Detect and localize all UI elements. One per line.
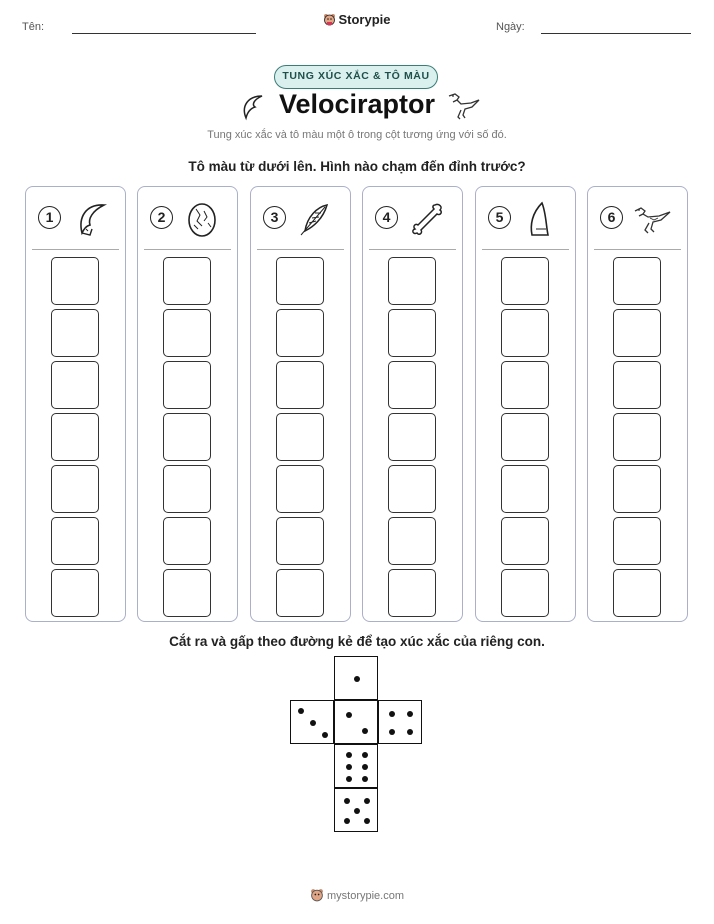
- date-label: Ngày:: [496, 21, 525, 33]
- color-box[interactable]: [51, 465, 99, 513]
- color-box[interactable]: [276, 517, 324, 565]
- dice-column-2: [137, 186, 238, 622]
- color-box[interactable]: [501, 361, 549, 409]
- storypie-footer-icon: [310, 888, 324, 902]
- color-box[interactable]: [51, 413, 99, 461]
- color-box[interactable]: [388, 309, 436, 357]
- column-number: 2: [150, 206, 173, 229]
- color-box[interactable]: [388, 465, 436, 513]
- color-box[interactable]: [613, 569, 661, 617]
- die-face-5: [334, 788, 378, 832]
- color-box[interactable]: [501, 465, 549, 513]
- egg-icon: [182, 199, 222, 239]
- column-number: 6: [600, 206, 623, 229]
- game-instruction: Tô màu từ dưới lên. Hình nào chạm đến đỉnh trước?: [188, 159, 526, 174]
- color-box[interactable]: [163, 569, 211, 617]
- dice-column-4: [362, 186, 463, 622]
- claw-icon: [70, 199, 110, 239]
- brand-logo: [0, 12, 714, 27]
- column-number: 5: [488, 206, 511, 229]
- dice-column-6: [587, 186, 688, 622]
- color-box[interactable]: [51, 309, 99, 357]
- color-box[interactable]: [163, 309, 211, 357]
- color-box[interactable]: [276, 569, 324, 617]
- die-face-4: [378, 700, 422, 744]
- dice-column-3: [250, 186, 351, 622]
- color-box[interactable]: [613, 309, 661, 357]
- column-divider: [144, 249, 231, 250]
- column-divider: [594, 249, 681, 250]
- color-box[interactable]: [501, 413, 549, 461]
- color-box[interactable]: [613, 413, 661, 461]
- column-number: 4: [375, 206, 398, 229]
- color-box[interactable]: [501, 309, 549, 357]
- color-box[interactable]: [51, 517, 99, 565]
- column-divider: [369, 249, 456, 250]
- storypie-bear-icon: [323, 13, 336, 26]
- color-box[interactable]: [613, 361, 661, 409]
- die-face-1: [334, 656, 378, 700]
- velociraptor-icon: [632, 199, 672, 239]
- column-divider: [32, 249, 119, 250]
- color-box[interactable]: [276, 257, 324, 305]
- dice-column-5: [475, 186, 576, 622]
- bone-icon: [407, 199, 447, 239]
- color-box[interactable]: [163, 413, 211, 461]
- color-box[interactable]: [51, 257, 99, 305]
- name-label: Tên:: [22, 21, 45, 33]
- die-net: [290, 656, 426, 836]
- color-box[interactable]: [51, 569, 99, 617]
- color-box[interactable]: [501, 569, 549, 617]
- feather-icon: [295, 199, 335, 239]
- die-face-6: [334, 744, 378, 788]
- color-box[interactable]: [163, 465, 211, 513]
- color-box[interactable]: [388, 257, 436, 305]
- color-box[interactable]: [501, 517, 549, 565]
- color-box[interactable]: [613, 465, 661, 513]
- velociraptor-icon-right: [445, 90, 481, 122]
- date-line[interactable]: [541, 33, 691, 34]
- brand-name: Storypie: [338, 12, 391, 27]
- name-line[interactable]: [72, 33, 256, 34]
- tooth-icon: [520, 199, 560, 239]
- color-box[interactable]: [388, 413, 436, 461]
- activity-badge: TUNG XÚC XẮC & TÔ MÀU: [274, 65, 438, 89]
- dice-column-1: [25, 186, 126, 622]
- color-box[interactable]: [388, 517, 436, 565]
- footer: [0, 888, 714, 902]
- color-box[interactable]: [163, 361, 211, 409]
- color-box[interactable]: [388, 361, 436, 409]
- column-number: 3: [263, 206, 286, 229]
- color-box[interactable]: [163, 257, 211, 305]
- color-box[interactable]: [276, 361, 324, 409]
- color-box[interactable]: [388, 569, 436, 617]
- color-box[interactable]: [51, 361, 99, 409]
- color-box[interactable]: [501, 257, 549, 305]
- color-box[interactable]: [613, 517, 661, 565]
- column-divider: [482, 249, 569, 250]
- die-face-3: [290, 700, 334, 744]
- cut-instruction: Cắt ra và gấp theo đường kẻ để tạo xúc xắc của riêng con.: [169, 634, 545, 649]
- color-box[interactable]: [276, 309, 324, 357]
- page-subtitle: Tung xúc xắc và tô màu một ô trong cột tương ứng với số đó.: [207, 129, 507, 141]
- color-box[interactable]: [276, 465, 324, 513]
- color-box[interactable]: [163, 517, 211, 565]
- page-title: Velociraptor: [278, 89, 436, 119]
- column-number: 1: [38, 206, 61, 229]
- color-box[interactable]: [276, 413, 324, 461]
- column-divider: [257, 249, 344, 250]
- color-box[interactable]: [613, 257, 661, 305]
- die-face-2: [334, 700, 378, 744]
- footer-url[interactable]: mystorypie.com: [326, 890, 405, 902]
